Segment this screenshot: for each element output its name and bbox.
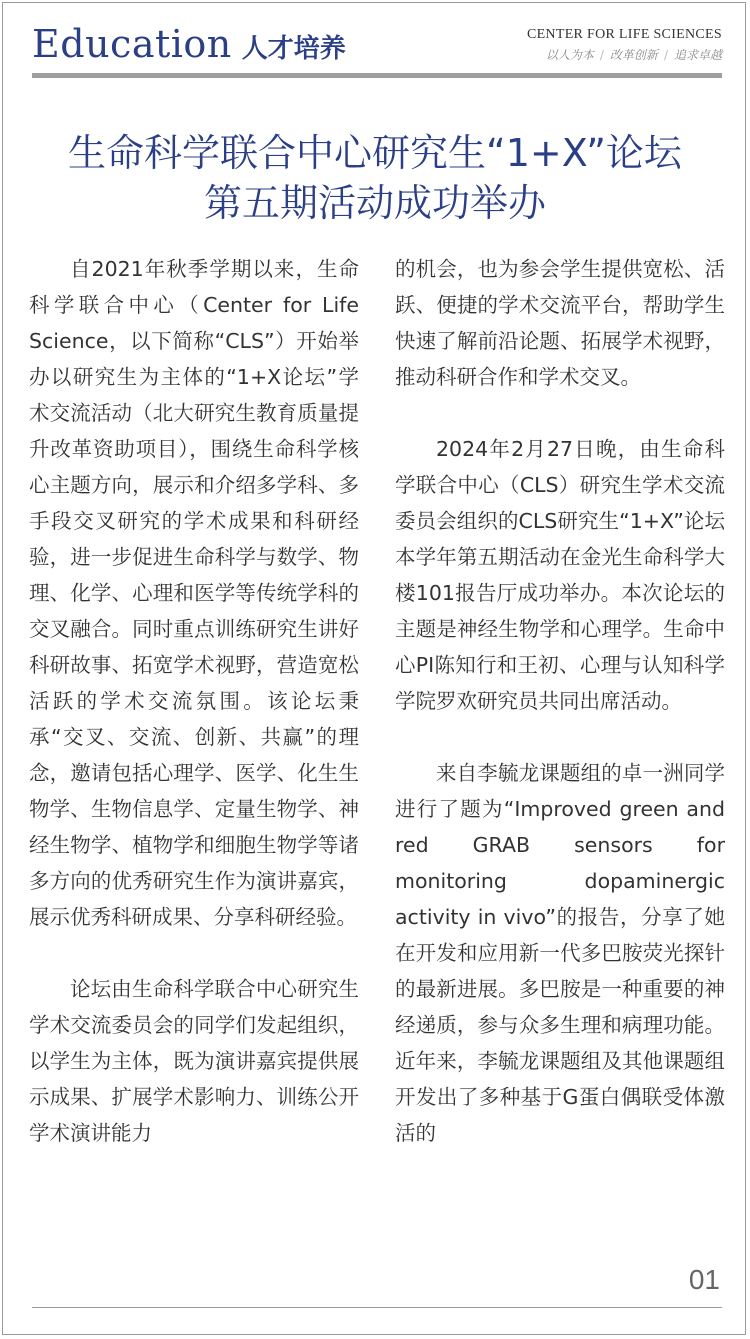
paragraph: 的机会，也为参会学生提供宽松、活跃、便捷的学术交流平台，帮助学生快速了解前沿论题、拓展学术视野，推动科研合作和学术交叉。 [395, 257, 725, 389]
motto-item: 以人为本 [545, 48, 594, 62]
article-title-line: 生命科学联合中心研究生“1+X”论坛 [68, 131, 682, 175]
center-motto [527, 46, 722, 63]
article-title [0, 128, 750, 228]
paragraph: 论坛由生命科学联合中心研究生学术交流委员会的同学们发起组织，以学生为主体，既为演讲嘉宾提供展示成果、扩展学术影响力、训练公开学术演讲能力 [29, 977, 359, 1145]
page-number: 01 [688, 1264, 720, 1295]
paragraph: 来自李毓龙课题组的卓一洲同学进行了题为“Improved green and red GRAB sensors for monitoring dopaminergic activity in vivo”的报告，分享了她在开发和应用新一代多巴胺荧光探针的最新进展。多巴胺是一种重要的神经递质，参与众多生理和病理功能。近年来，李毓龙课题组及其他课题组开发出了多种基于G蛋白偶联受体激活的 [395, 761, 725, 1145]
paragraph: 2024年2月27日晚，由生命科学联合中心（CLS）研究生学术交流委员会组织的CLS研究生“1+X”论坛本学年第五期活动在金光生命科学大楼101报告厅成功举办。本次论坛的主题是神经生物学和心理学。生命中心PI陈知行和王初、心理与认知科学学院罗欢研究员共同出席活动。 [395, 437, 725, 713]
section-title-cn: 人才培养 [241, 34, 346, 64]
section-title-en: Education [32, 22, 232, 66]
motto-item: 追求卓越 [673, 48, 722, 62]
center-block [527, 27, 722, 63]
header-rule [32, 73, 722, 78]
section-brand [32, 22, 346, 66]
motto-separator: / [599, 48, 604, 62]
motto-item: 改革创新 [609, 48, 658, 62]
motto-separator: / [663, 48, 668, 62]
article-title-line: 第五期活动成功举办 [203, 181, 546, 225]
right-column [395, 251, 725, 1187]
footer-rule [32, 1307, 722, 1308]
left-column [29, 251, 359, 1187]
paragraph: 自2021年秋季学期以来，生命科学联合中心（Center for Life Science，以下简称“CLS”）开始举办以研究生为主体的“1+X论坛”学术交流活动（北大研究生教育质量提升改革资助项目），围绕生命科学核心主题方向，展示和介绍多学科、多手段交叉研究的学术成果和科研经验，进一步促进生命科学与数学、物理、化学、心理和医学等传统学科的交叉融合。同时重点训练研究生讲好科研故事、拓宽学术视野，营造宽松活跃的学术交流氛围。该论坛秉承“交叉、交流、创新、共赢”的理念，邀请包括心理学、医学、化生生物学、生物信息学、定量生物学、神经生物学、植物学和细胞生物学等诸多方向的优秀研究生作为演讲嘉宾，展示优秀科研成果、分享科研经验。 [29, 257, 359, 929]
center-name: CENTER FOR LIFE SCIENCES [526, 27, 722, 42]
